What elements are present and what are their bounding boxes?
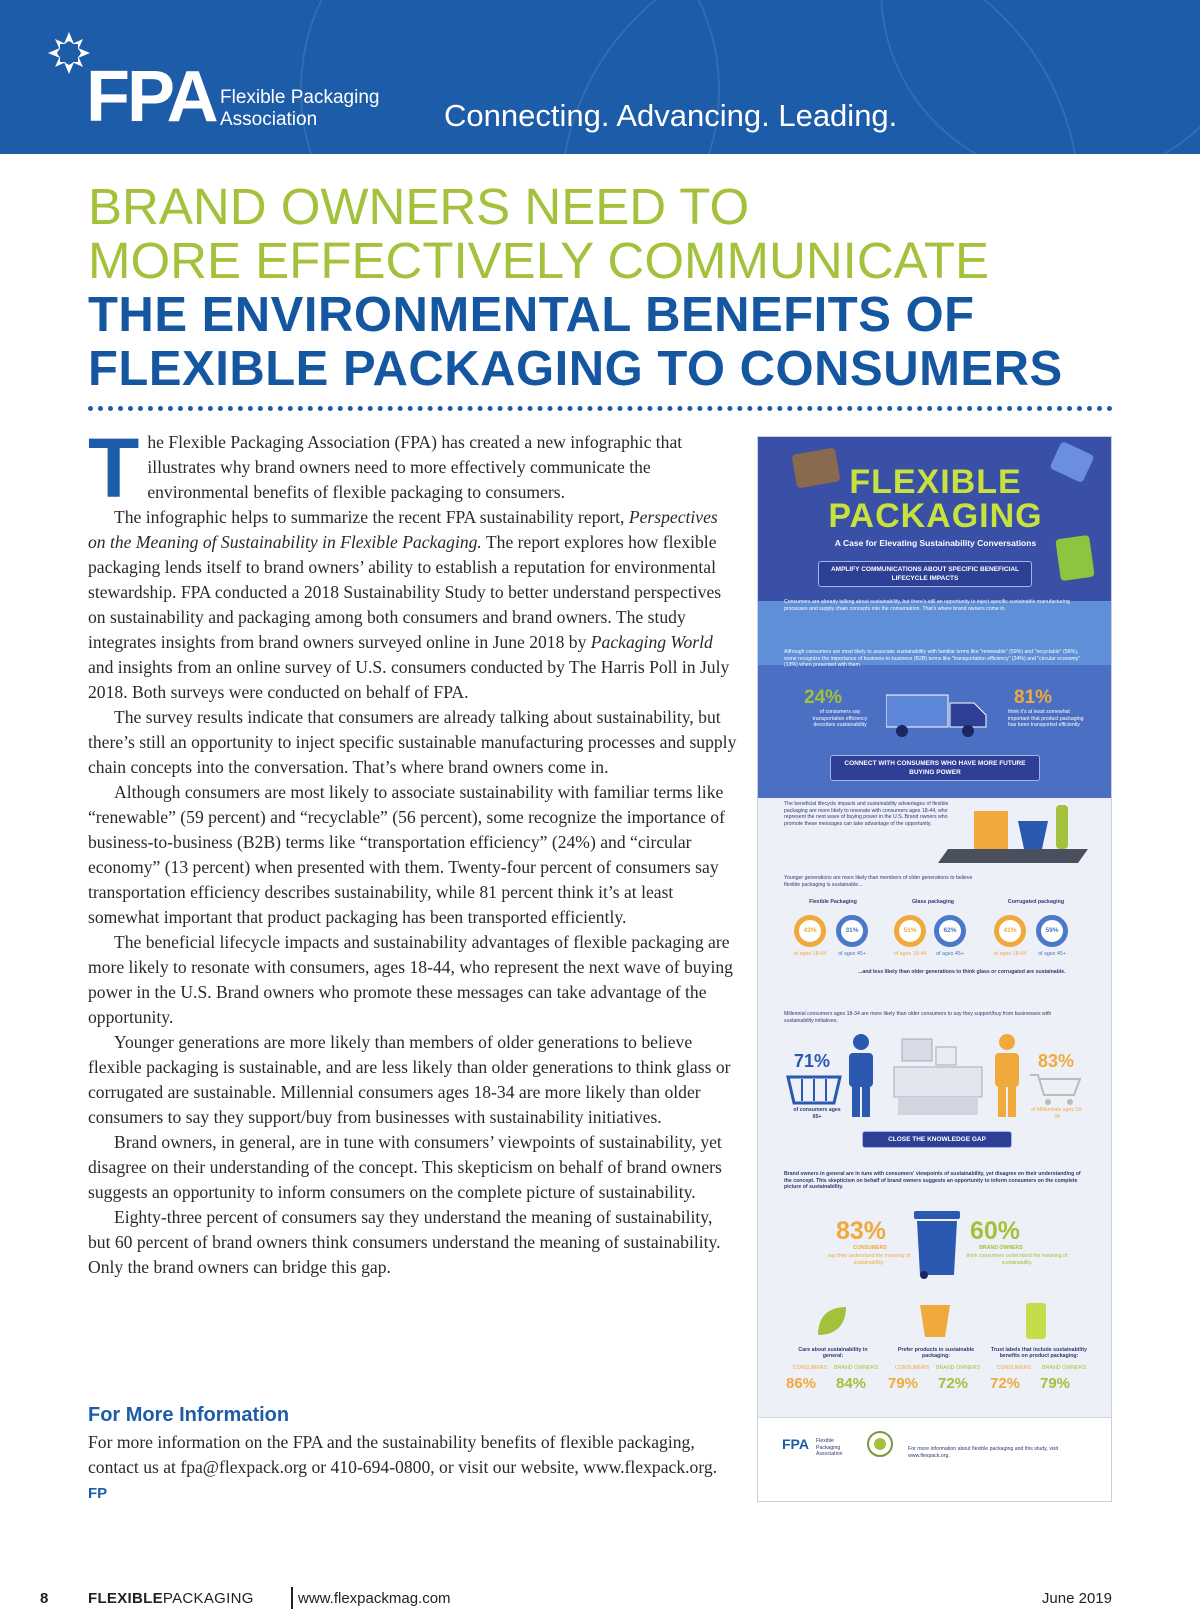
ring-stat: 62% — [934, 915, 966, 947]
ring-caption: of ages 18-44 — [893, 951, 927, 957]
stat-83-consumers-label: say they understand the meaning of sustainability. — [827, 1253, 911, 1266]
infographic-subtitle: A Case for Elevating Sustainability Conversations — [834, 538, 1037, 548]
stat-83-who: CONSUMERS — [853, 1245, 887, 1251]
trio-stat: 84% — [836, 1375, 867, 1392]
trio-brand-label: BRAND OWNERS — [936, 1365, 980, 1371]
trio-brand-label: BRAND OWNERS — [1042, 1365, 1086, 1371]
article-body — [88, 421, 738, 1280]
recycling-bin-icon — [912, 1207, 962, 1279]
more-info-body: For more information on the FPA and the sustainability benefits of flexible packaging, contact us at fpa@flexpack.org or 410-694-0800, or visit our website, www.flexpack.org. — [88, 1432, 718, 1477]
trio-consumers-label: CONSUMERS — [792, 1365, 828, 1371]
ring-group-label: Flexible Packaging — [809, 899, 857, 905]
infographic-title — [758, 465, 1112, 533]
shelf-products-image — [938, 801, 1088, 873]
trio-label: Prefer products in sustainable packaging: — [897, 1347, 975, 1359]
stat-24: 24% — [804, 687, 843, 708]
p2-text-a: The infographic helps to summarize the recent FPA sustainability report, — [114, 507, 629, 527]
report-title: Perspectives on the Meaning of Sustainability in Flexible Packaging. — [88, 507, 718, 552]
issue-date: June 2019 — [1041, 1590, 1112, 1607]
logo-line-1: Flexible Packaging — [220, 87, 380, 108]
headline-line-2: MORE EFFECTIVELY COMMUNICATE — [88, 232, 990, 289]
ring-caption: of ages 45+ — [936, 951, 964, 957]
page-headline — [88, 180, 1128, 396]
stat-81-label: think it's at least somewhat important that product packaging has been transported efficiently — [1008, 709, 1084, 729]
ring-stat: 31% — [836, 915, 868, 947]
section-2-text-4: Millennial consumers ages 18-34 are more likely than older consumers to say they support/buy from businesses with sustainability initiatives. — [784, 1011, 1052, 1024]
infographic-fpa-logo-sub: Flexible Packaging Association — [816, 1438, 843, 1458]
ring-caption: of ages 45+ — [1038, 951, 1066, 957]
p2-text-b: The report explores how flexible packaging lends itself to brand owners’ ability to establish a reputation for environmental stewardship. FPA conducted a 2018 Sustainability Study to better understand perspectives on sustainability and packaging among both consumers and brand owners. The study integrates insights from brand owners surveyed online in June 2018 by — [88, 532, 722, 652]
paragraph-7: Brand owners, in general, are in tune with consumers’ viewpoints of sustainability, yet disagree on their understanding of the concept. This skepticism on behalf of brand owners suggests an opportunity to inform consumers on the complete picture of sustainability. — [88, 1132, 722, 1202]
ring-stat: 59% — [1036, 915, 1068, 947]
trio-stat: 72% — [990, 1375, 1021, 1392]
more-info-text — [88, 1430, 738, 1506]
headline-line-3: THE ENVIRONMENTAL BENEFITS OF — [88, 288, 975, 342]
p2-text-c: and insights from an online survey of U.S. consumers conducted by The Harris Poll in July 2018. Both surveys were conducted on behalf of FPA. — [88, 657, 730, 702]
paragraph-1-text: he Flexible Packaging Association (FPA) has created a new infographic that illustrates why brand owners need to more effectively communicate the environmental benefits of flexible packaging to consumers. — [147, 432, 683, 502]
section-3-text: Brand owners in general are in tune with consumers' viewpoints of sustainability, yet disagree on their understanding of the concept. This skepticism on behalf of brand owners suggests an opportunity to inform consumers on the complete picture of sustainability. — [784, 1171, 1081, 1191]
stat-71: 71% — [794, 1051, 831, 1071]
dotted-divider — [88, 406, 1113, 411]
ring-caption: of ages 18-44 — [993, 951, 1027, 957]
trio-consumers-label: CONSUMERS — [996, 1365, 1032, 1371]
leaf-icon — [814, 1305, 848, 1339]
section-2-text: The beneficial lifecycle impacts and sustainability advantages of flexible packaging are more likely to resonate with consumers ages 18-44, who represent the next wave of buying power in the U.S. Brand owners who promote these messages can take advantage of the opportunity. — [784, 801, 949, 827]
stat-24-label: of consumers say transportation efficiency describes sustainability — [812, 709, 868, 729]
headline-line-4: FLEXIBLE PACKAGING TO CONSUMERS — [88, 342, 1063, 396]
magazine-url[interactable]: www.flexpackmag.com — [298, 1590, 451, 1607]
infographic-fpa-logo: FPA — [782, 1436, 809, 1452]
infographic-title-2: PACKAGING — [828, 497, 1043, 535]
paragraph-5: The beneficial lifecycle impacts and sustainability advantages of flexible packaging are more likely to resonate with consumers, ages 18-44, who represent the next wave of buying power in the U.S. Brand owners who promote these messages can take advantage of the opportunity. — [88, 932, 733, 1027]
infographic — [757, 436, 1112, 1502]
stat-83-millennials-label: of Millennials ages 18-34 — [1031, 1107, 1083, 1120]
trio-consumers-label: CONSUMERS — [894, 1365, 930, 1371]
section-1-text: Consumers are already talking about sustainability, but there's still an opportunity to inject specific sustainable manufacturing processes and supply chain concepts into the conversation. That's where brand owners come in. — [784, 599, 1070, 612]
paragraph-4: Although consumers are most likely to associate sustainability with familiar terms like “renewable” (59 percent) and “recyclable” (56 percent), some recognize the importance of business-to-business (B2B) terms like “transportation efficiency” (24%) and “circular economy” (13 percent) when presented with them. Twenty-four percent of consumers say transportation efficiency describes sustainability, while 81 percent think it’s at least somewhat important that product packaging has been transported efficiently. — [88, 782, 725, 927]
paragraph-2 — [88, 505, 738, 705]
page-number: 8 — [40, 1590, 49, 1607]
ring-stat: 51% — [894, 915, 926, 947]
seal-icon — [866, 1430, 894, 1458]
paragraph-6: Younger generations are more likely than members of older generations to believe flexible packaging is sustainable, and are less likely than older generations to think glass or corrugated are sustainable. Millennial consumers ages 18-34 are more likely than older consumers to say they support/buy from businesses with sustainability initiatives. — [88, 1032, 731, 1127]
infographic-title-1: FLEXIBLE — [849, 463, 1022, 501]
section-heading-3: CLOSE THE KNOWLEDGE GAP — [862, 1131, 1012, 1148]
paragraph-8: Eighty-three percent of consumers say they understand the meaning of sustainability, but 60 percent of brand owners think consumers understand the meaning of sustainability. Only the brand owners can bridge this gap. — [88, 1207, 721, 1277]
stat-83-consumers: 83% — [836, 1217, 887, 1245]
ring-group-label: Corrugated packaging — [1007, 899, 1065, 905]
trio-label: Care about sustainability in general: — [798, 1347, 868, 1359]
ring-stat: 43% — [794, 915, 826, 947]
more-info-heading: For More Information — [88, 1404, 290, 1426]
stat-60-who: BRAND OWNERS — [979, 1245, 1023, 1251]
stat-60-brand-label: think consumers understand the meaning of sustainability. — [966, 1253, 1068, 1266]
tagline: Connecting. Advancing. Leading. — [444, 98, 898, 133]
headline-line-1: BRAND OWNERS NEED TO — [88, 178, 750, 235]
magazine-name-light: PACKAGING — [162, 1590, 254, 1607]
pouch-icon — [1024, 1301, 1048, 1341]
stat-60-brand: 60% — [970, 1217, 1021, 1245]
trio-stat: 79% — [888, 1375, 919, 1392]
person-icon — [844, 1033, 878, 1119]
ring-group-label: Glass packaging — [911, 899, 955, 905]
ring-stat: 41% — [994, 915, 1026, 947]
footer-divider — [291, 1587, 293, 1609]
cup-icon — [918, 1303, 952, 1339]
paragraph-3: The survey results indicate that consumers are already talking about sustainability, but there’s still an opportunity to inject specific sustainable manufacturing processes and supply chain concepts into the conversation. That’s where brand owners come in. — [88, 707, 737, 777]
paragraph-1 — [88, 421, 738, 515]
drop-cap: T — [88, 421, 140, 515]
truck-icon — [886, 691, 996, 739]
section-heading-2: CONNECT WITH CONSUMERS WHO HAVE MORE FUTURE BUYING POWER — [830, 755, 1040, 781]
fpa-logo-text: FPA — [86, 57, 216, 137]
end-mark: FP — [88, 1485, 108, 1502]
section-1-text-2: Although consumers are most likely to associate sustainability with familiar terms like "renewable" (59%) and "recyclable" (56%), some recognize the importance of business-to-business (B2B) terms like "transportation efficiency" (24%) and "circular economy" (13%) when presented with them. — [784, 649, 1081, 669]
infographic-footer — [758, 1417, 1112, 1502]
cash-register-icon — [892, 1035, 984, 1117]
ring-caption: of ages 18-44 — [793, 951, 827, 957]
infographic-footnote: For more information about flexible packaging and this study, visit www.flexpack.org. — [908, 1446, 1059, 1459]
stat-83-millennials: 83% — [1038, 1051, 1075, 1071]
section-2-text-2: Younger generations are more likely than members of older generations to believe flexible packaging is sustainable... — [784, 875, 973, 888]
section-2-text-3: ...and less likely than older generations to think glass or corrugated are sustainable. — [858, 969, 1066, 975]
shopping-cart-icon — [1028, 1071, 1084, 1107]
basket-icon — [784, 1071, 844, 1105]
magazine-name-bold: FLEXIBLE — [88, 1590, 163, 1607]
section-heading-1: AMPLIFY COMMUNICATIONS ABOUT SPECIFIC BENEFICIAL LIFECYCLE IMPACTS — [818, 561, 1032, 587]
magazine-name — [88, 1590, 254, 1607]
ring-caption: of ages 45+ — [838, 951, 866, 957]
trio-brand-label: BRAND OWNERS — [834, 1365, 878, 1371]
stat-71-label: of consumers ages 65+ — [793, 1107, 841, 1120]
fpa-logo-name — [220, 87, 379, 131]
trio-stat: 79% — [1040, 1375, 1071, 1392]
trio-stat: 72% — [938, 1375, 969, 1392]
logo-line-2: Association — [220, 109, 318, 130]
person-icon — [990, 1033, 1024, 1119]
trio-stat: 86% — [786, 1375, 817, 1392]
stat-81: 81% — [1014, 687, 1053, 708]
trio-label: Trust labels that include sustainability benefits on product packaging: — [991, 1347, 1087, 1359]
header-banner — [0, 0, 1200, 154]
magazine-name: Packaging World — [590, 632, 713, 652]
